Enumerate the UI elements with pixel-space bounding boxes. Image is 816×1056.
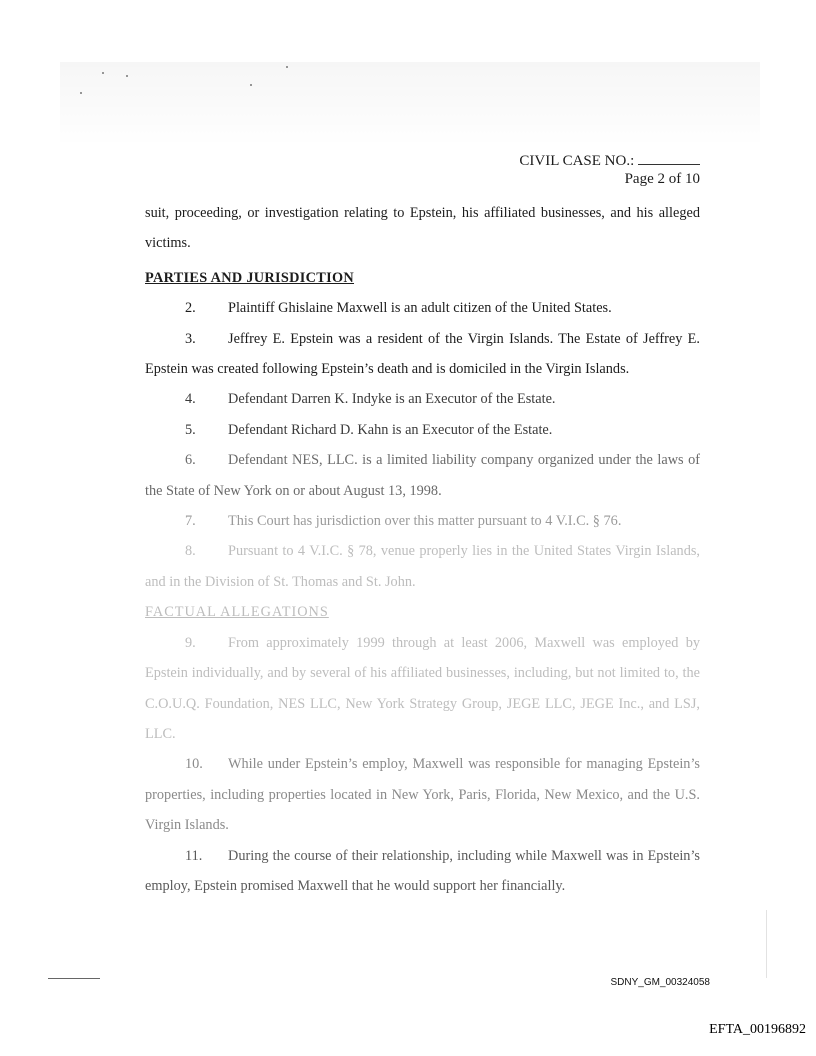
- paragraph-number: 11.: [185, 847, 203, 864]
- page-header: [519, 152, 700, 188]
- section-heading-factual: FACTUAL ALLEGATIONS: [145, 604, 329, 621]
- paragraph-text: From approximately 1999 through at least 2006, Maxwell was employed by Epstein individually, and by several of his affiliated businesses, including, but not limited to, the C.O.U.Q. Foundation, NES LLC, New York Strategy Group, JEGE LLC, JEGE Inc., and LSJ, LLC.: [145, 634, 700, 742]
- scan-margin-line: [766, 910, 767, 978]
- scan-speck: [126, 75, 128, 77]
- case-number-label: CIVIL CASE NO.:: [519, 153, 635, 169]
- paragraph-2: [145, 293, 700, 323]
- page-number: Page 2 of 10: [624, 171, 700, 187]
- paragraph-text: Pursuant to 4 V.I.C. § 78, venue properly lies in the United States Virgin Islands, and in the Division of St. Thomas and St. John.: [145, 543, 700, 590]
- paragraph-4: [145, 384, 700, 414]
- paragraph-9: [145, 628, 700, 750]
- paragraph-7: [145, 506, 700, 536]
- paragraph-text: This Court has jurisdiction over this matter pursuant to 4 V.I.C. § 76.: [228, 513, 622, 530]
- paragraph-8: [145, 536, 700, 597]
- paragraph-6: [145, 445, 700, 506]
- paragraph-number: 3.: [185, 330, 196, 347]
- paragraph-5: [145, 415, 700, 445]
- paragraph-number: 5.: [185, 421, 196, 438]
- intro-paragraph: suit, proceeding, or investigation relating to Epstein, his affiliated businesses, and his alleged victims.: [145, 205, 700, 252]
- case-number-blank: [638, 152, 700, 165]
- paragraph-11: [145, 841, 700, 902]
- bates-number: SDNY_GM_00324058: [610, 977, 710, 988]
- paragraph-text: During the course of their relationship, including while Maxwell was in Epstein’s employ, Epstein promised Maxwell that he would support her financially.: [145, 847, 700, 894]
- scan-speck: [80, 92, 82, 94]
- paragraph-text: Defendant Darren K. Indyke is an Executor of the Estate.: [228, 391, 556, 408]
- paragraph-text: While under Epstein’s employ, Maxwell was responsible for managing Epstein’s properties, including properties located in New York, Paris, Florida, New Mexico, and the U.S. Virgin Islands.: [145, 756, 700, 834]
- paragraph-3: [145, 324, 700, 385]
- paragraph-number: 4.: [185, 391, 196, 408]
- paragraph-number: 8.: [185, 543, 196, 560]
- scan-speck: [286, 66, 288, 68]
- scan-speck: [102, 72, 104, 74]
- scan-speck: [250, 84, 252, 86]
- section-heading-parties: PARTIES AND JURISDICTION: [145, 269, 355, 286]
- paragraph-number: 7.: [185, 513, 196, 530]
- paragraph-number: 9.: [185, 634, 196, 651]
- paragraph-10: [145, 749, 700, 840]
- scan-artifact-band: [60, 62, 760, 146]
- paragraph-number: 10.: [185, 756, 203, 773]
- paragraph-number: 2.: [185, 300, 196, 317]
- paragraph-text: Defendant NES, LLC. is a limited liability company organized under the laws of the State of New York on or about August 13, 1998.: [145, 452, 700, 499]
- paragraph-text: Plaintiff Ghislaine Maxwell is an adult citizen of the United States.: [228, 300, 612, 317]
- paragraph-text: Jeffrey E. Epstein was a resident of the Virgin Islands. The Estate of Jeffrey E. Epstein was created following Epstein’s death and is domiciled in the Virgin Islands.: [145, 330, 700, 378]
- footer-rule: [48, 978, 100, 979]
- paragraph-number: 6.: [185, 452, 196, 469]
- case-number-line: [519, 152, 700, 170]
- efta-number: EFTA_00196892: [709, 1022, 806, 1037]
- paragraph-text: Defendant Richard D. Kahn is an Executor of the Estate.: [228, 421, 553, 438]
- document-body: [145, 198, 700, 901]
